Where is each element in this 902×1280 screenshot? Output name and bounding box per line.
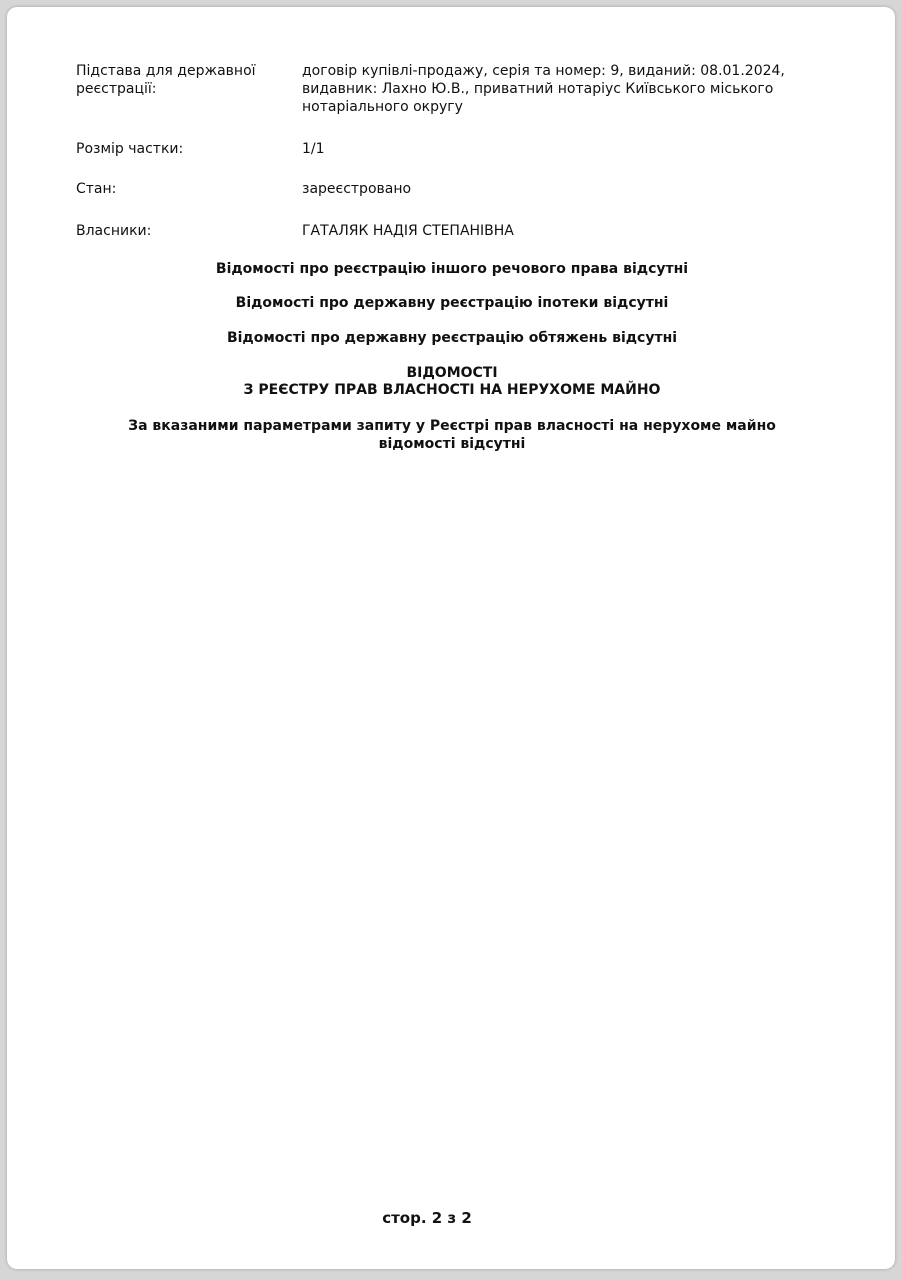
share-size-label: Розмір частки: — [76, 141, 184, 157]
status-value: зареєстровано — [302, 181, 412, 197]
share-size-value: 1/1 — [302, 141, 325, 157]
status-label: Стан: — [76, 181, 117, 197]
owners-label: Власники: — [76, 223, 152, 239]
encumbrance-notice: Відомості про державну реєстрацію обтяжень відсутні — [226, 330, 678, 346]
document-page — [7, 7, 895, 1269]
registration-basis-label: Підстава для державної реєстрації: — [76, 63, 256, 97]
query-result-line2: відомості відсутні — [378, 436, 526, 452]
section-title-line2: З РЕЄСТРУ ПРАВ ВЛАСНОСТІ НА НЕРУХОМЕ МАЙНО — [243, 382, 661, 398]
page-number: стор. 2 з 2 — [382, 1209, 472, 1227]
section-title-line1: ВІДОМОСТІ — [406, 365, 498, 381]
query-result-line1: За вказаними параметрами запиту у Реєстрі прав власності на нерухоме майно — [128, 418, 776, 434]
registration-basis-value: договір купівлі-продажу, серія та номер: 9, виданий: 08.01.2024, видавник: Лахно Ю.В., приватний нотаріус Київського міського нотаріального округу — [302, 63, 785, 115]
mortgage-notice: Відомості про державну реєстрацію іпотеки відсутні — [235, 295, 669, 311]
other-right-notice: Відомості про реєстрацію іншого речового права відсутні — [215, 261, 689, 277]
owners-value: ГАТАЛЯК НАДІЯ СТЕПАНІВНА — [302, 223, 514, 239]
